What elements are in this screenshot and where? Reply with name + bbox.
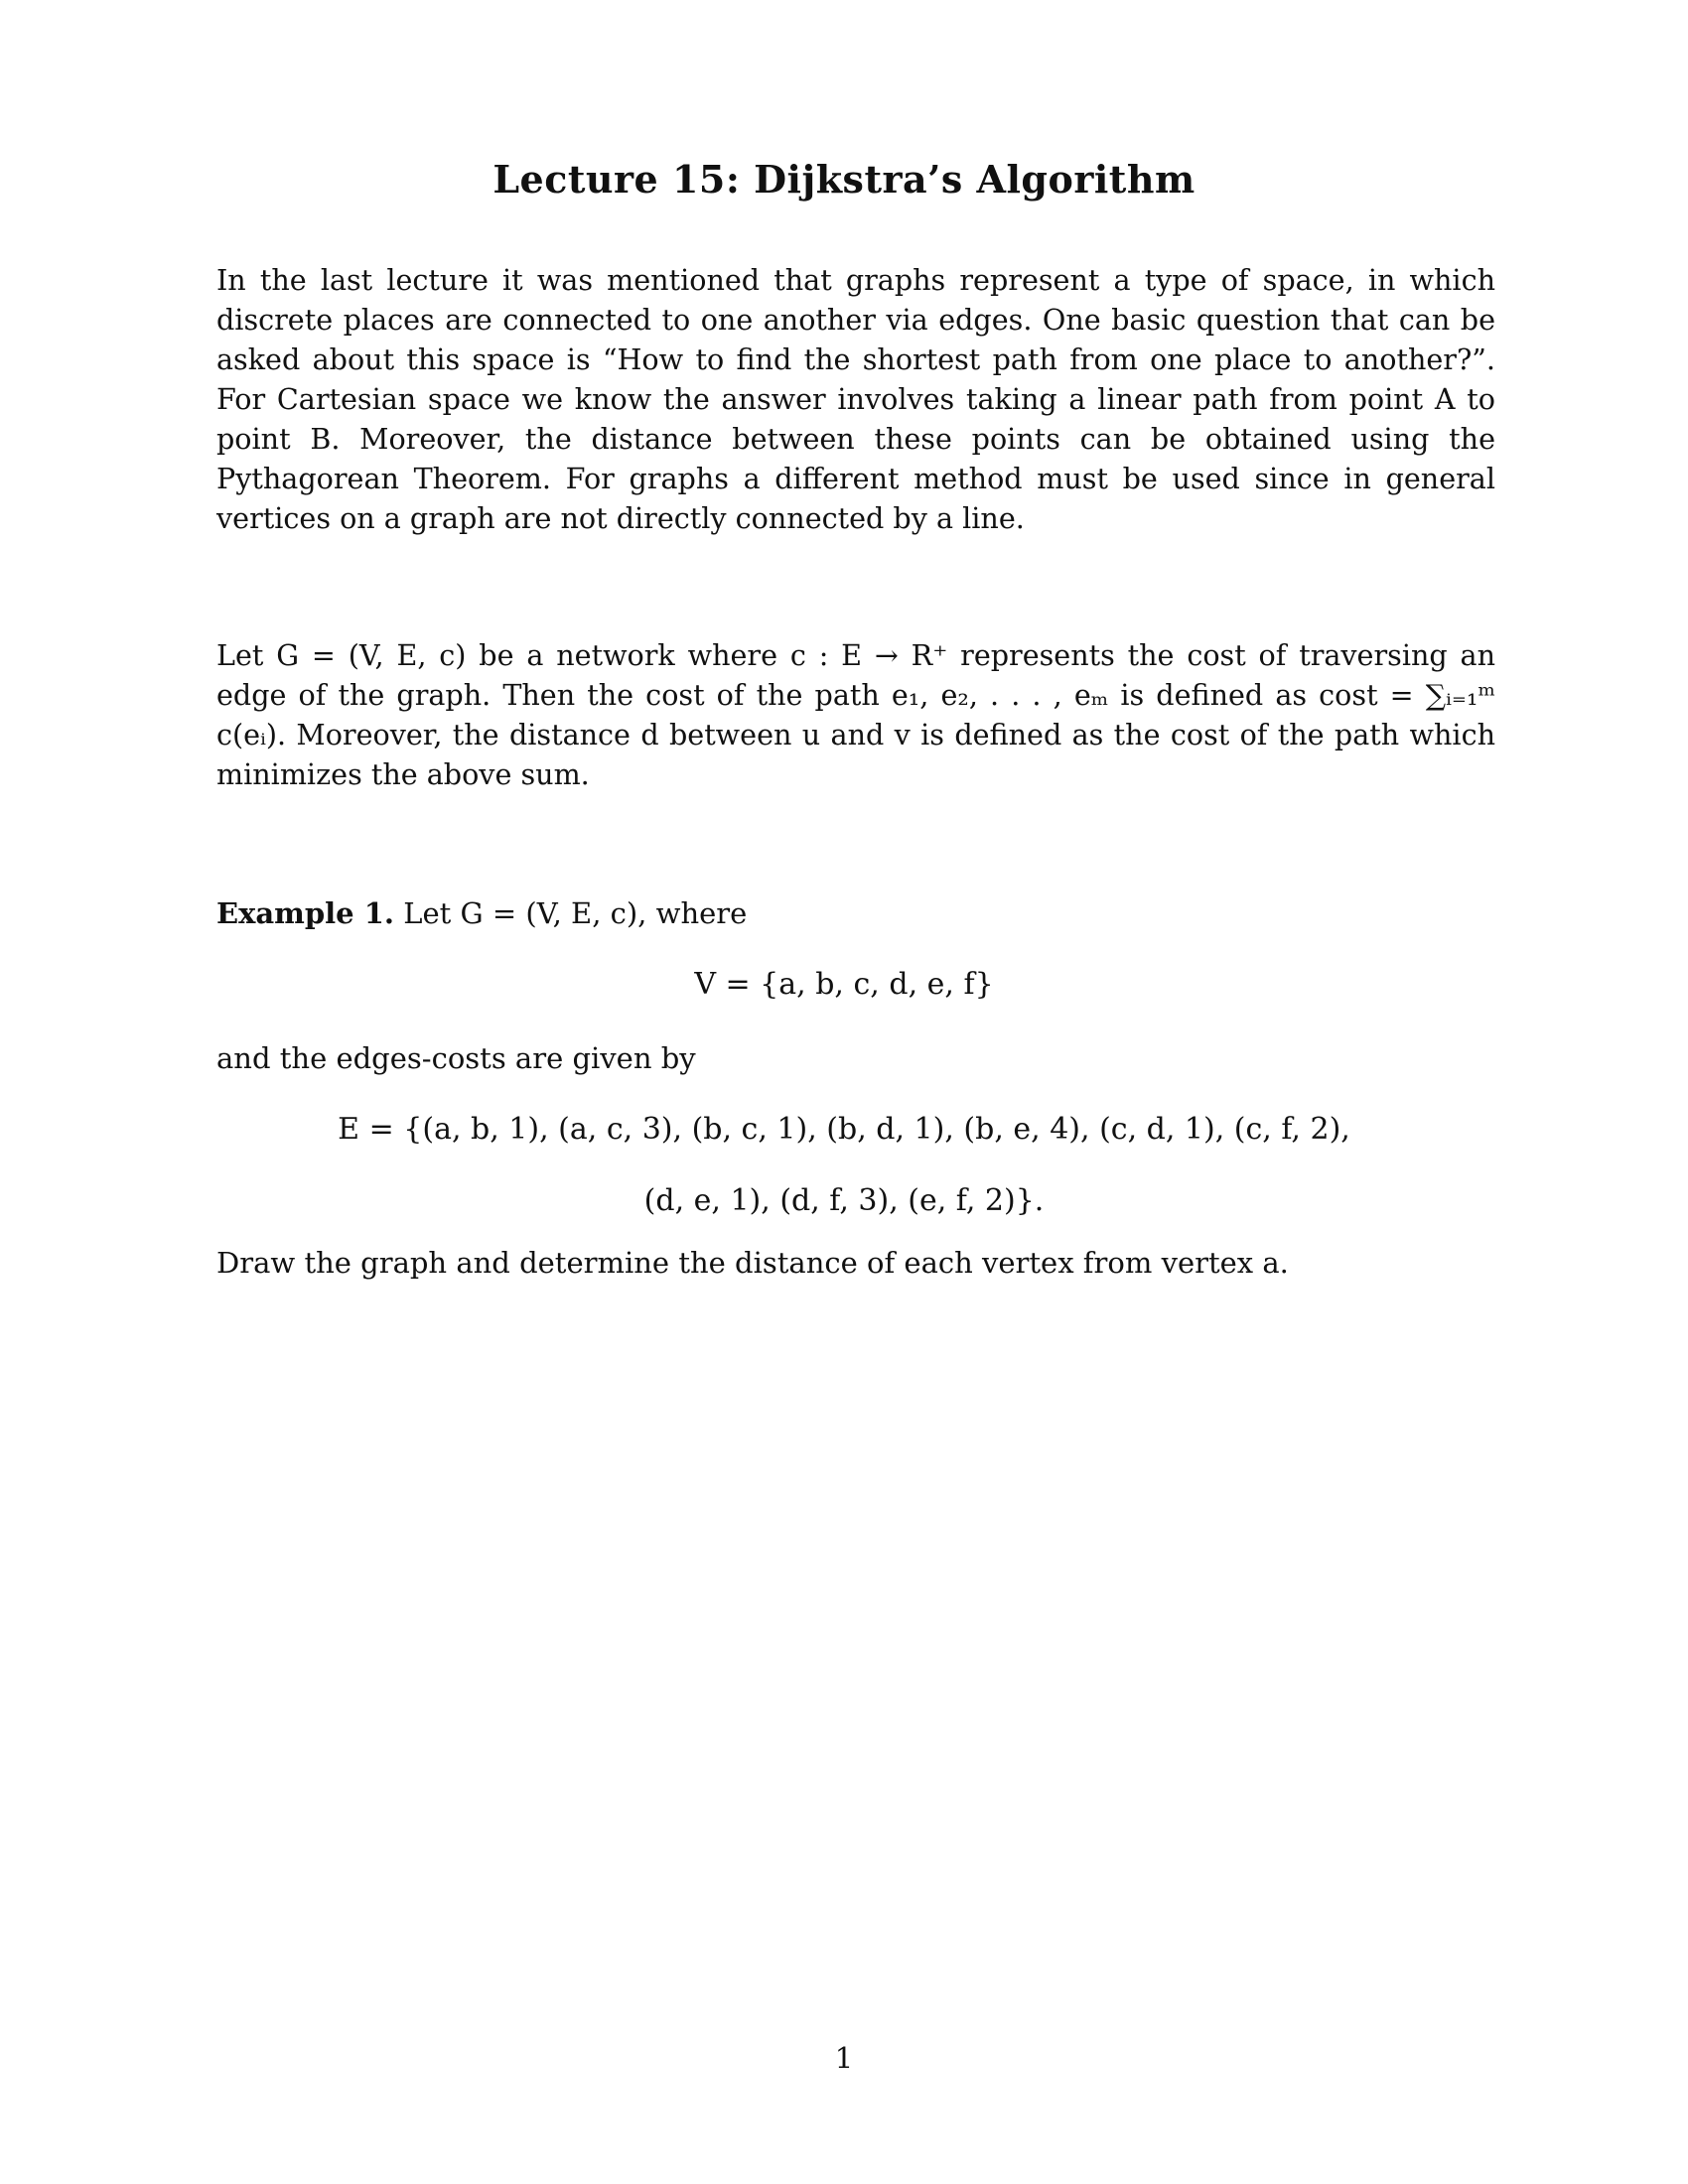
definition-paragraph: Let G = (V, E, c) be a network where c : E → R⁺ represents the cost of traversing an edge of the graph. Then the cost of the path e₁, e₂, . . . , eₘ is defined as cost = ∑ᵢ₌₁ᵐ c(eᵢ). Moreover, the distance d between u and v is defined as the cost of the path which minimizes the above sum. — [216, 638, 1495, 791]
page-number: 1 — [834, 2041, 854, 2075]
example-lead-in: Let G = (V, E, c), where — [403, 896, 748, 930]
edge-set-equation-line-2: (d, e, 1), (d, f, 3), (e, f, 2)}. — [643, 1183, 1045, 1218]
edge-set-equation-line-1: E = {(a, b, 1), (a, c, 3), (b, c, 1), (b, d, 1), (b, e, 4), (c, d, 1), (c, f, 2), — [338, 1112, 1350, 1147]
intro-paragraph: In the last lecture it was mentioned that graphs represent a type of space, in which discrete places are connected to one another via edges. One basic question that can be asked about this space is “How to find the shortest path from one place to another?”. For Cartesian space we know the answer involves taking a linear path from point A to point B. Moreover, the distance between these points can be obtained using the Pythagorean Theorem. For graphs a different method must be used since in general vertices on a graph are not directly connected by a line. — [216, 263, 1495, 535]
example-heading — [216, 893, 747, 933]
edges-intro-text: and the edges-costs are given by — [216, 1041, 696, 1075]
vertex-set-equation: V = {a, b, c, d, e, f} — [694, 967, 994, 1002]
page-title: Lecture 15: Dijkstra’s Algorithm — [492, 157, 1196, 202]
example-label: Example 1. — [216, 896, 394, 930]
example-task-text: Draw the graph and determine the distance of each vertex from vertex a. — [216, 1246, 1289, 1280]
